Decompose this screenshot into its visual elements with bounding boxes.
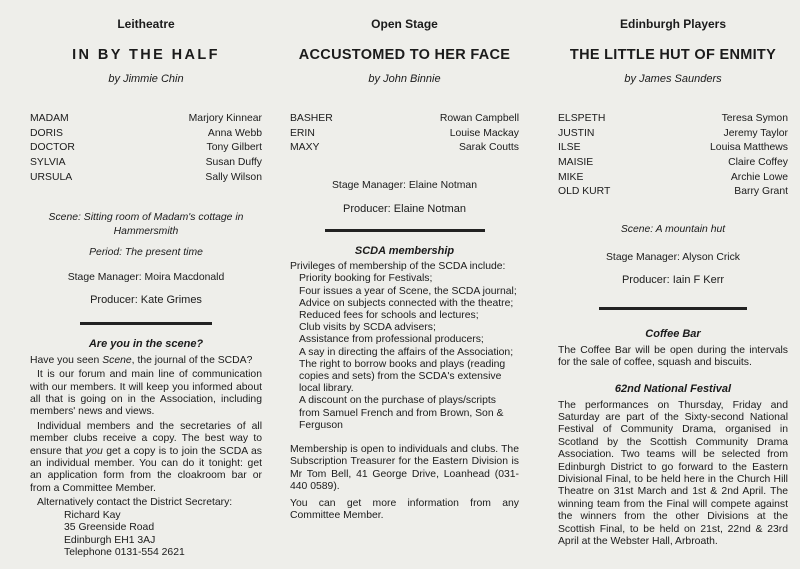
actor-name: Jeremy Taylor	[723, 127, 788, 139]
emphasis: you	[86, 445, 103, 457]
role-name: JUSTIN	[558, 127, 595, 139]
role-name: DOCTOR	[30, 142, 75, 154]
actor-name: Archie Lowe	[730, 171, 788, 183]
actor-name: Teresa Symon	[721, 112, 788, 124]
cast-list	[30, 112, 262, 186]
privileges-list	[290, 273, 519, 432]
list-item: Four issues a year of Scene, the SCDA journal;	[299, 285, 517, 297]
actor-name: Marjory Kinnear	[188, 112, 262, 124]
cast-list	[558, 112, 788, 200]
paragraph: It is our forum and main line of communication with our members. It will keep you informed about all that is going on in the Association, including members' news and views.	[30, 369, 262, 418]
play-title: ACCUSTOMED TO HER FACE	[298, 47, 511, 64]
company-name: Leitheatre	[117, 17, 175, 31]
cast-row	[558, 171, 788, 186]
role-name: DORIS	[30, 127, 63, 139]
cast-row	[290, 141, 519, 156]
address-line: Richard Kay	[64, 509, 121, 521]
list-item: A say in directing the affairs of the Association;	[299, 346, 514, 358]
more-info: You can get more information from any Committee Member.	[290, 497, 519, 522]
membership-paragraph: Membership is open to individuals and clubs. The Subscription Treasurer for the Eastern Division is Mr Tom Bell, 41 George Drive, Loanhead (031-440 0589).	[290, 443, 519, 493]
divider	[80, 322, 212, 325]
producer: Producer: Kate Grimes	[90, 294, 202, 307]
stage-manager: Stage Manager: Elaine Notman	[332, 180, 477, 192]
column-open-stage	[290, 0, 519, 569]
cast-list	[290, 112, 519, 156]
company-name: Open Stage	[371, 17, 438, 31]
cast-row	[290, 127, 519, 142]
coffee-text: The Coffee Bar will be open during the intervals for the sale of coffee, squash and biscuits.	[558, 344, 788, 368]
section-heading: Are you in the scene?	[88, 337, 204, 350]
cast-row	[558, 112, 788, 127]
actor-name: Rowan Campbell	[439, 112, 519, 124]
intro-line	[30, 355, 262, 367]
list-item: The right to borrow books and plays (reading copies and sets) from the SCDA's extensive local library.	[299, 358, 506, 395]
list-item: A discount on the purchase of plays/scripts from Samuel French and from Brown, Son & Ferguson	[299, 395, 504, 431]
cast-row	[558, 127, 788, 142]
period: Period: The present time	[89, 247, 203, 259]
role-name: SYLVIA	[30, 157, 66, 169]
cast-row	[558, 141, 788, 156]
cast-row	[558, 156, 788, 171]
role-name: OLD KURT	[558, 186, 611, 198]
section-heading: 62nd National Festival	[614, 383, 732, 396]
play-author: by James Saunders	[624, 72, 722, 85]
scene-line: Hammersmith	[113, 225, 179, 237]
role-name: ELSPETH	[558, 112, 606, 124]
play-title: IN BY THE HALF	[72, 47, 220, 64]
paragraph	[30, 421, 262, 495]
text-fragment: Have you seen	[30, 354, 103, 366]
stage-manager: Stage Manager: Moira Macdonald	[67, 271, 225, 283]
role-name: MAISIE	[558, 157, 594, 169]
cast-row	[290, 112, 519, 127]
role-name: MIKE	[558, 171, 584, 183]
divider	[325, 229, 485, 232]
play-author: by John Binnie	[368, 72, 441, 85]
cast-row	[30, 156, 262, 171]
scene-line: Scene: Sitting room of Madam's cottage in	[48, 212, 244, 224]
alt-contact: Alternatively contact the District Secretary:	[37, 497, 233, 509]
play-title: THE LITTLE HUT OF ENMITY	[569, 47, 777, 64]
stage-manager: Stage Manager: Alyson Crick	[606, 251, 740, 263]
producer: Producer: Iain F Kerr	[621, 274, 725, 287]
actor-name: Louisa Matthews	[710, 142, 788, 154]
address-line: Edinburgh EH1 3AJ	[64, 534, 156, 546]
actor-name: Susan Duffy	[205, 157, 262, 169]
privileges-intro: Privileges of membership of the SCDA include:	[290, 260, 506, 272]
list-item: Reduced fees for schools and lectures;	[299, 309, 479, 321]
actor-name: Louise Mackay	[449, 127, 519, 139]
producer: Producer: Elaine Notman	[343, 202, 466, 215]
cast-row	[30, 127, 262, 142]
section-heading: SCDA membership	[354, 244, 455, 257]
list-item: Club visits by SCDA advisers;	[299, 322, 436, 334]
play-author: by Jimmie Chin	[108, 72, 184, 85]
column-edinburgh-players	[558, 0, 788, 569]
role-name: MADAM	[30, 112, 69, 124]
role-name: BASHER	[290, 112, 333, 124]
text-fragment: get a copy is to join the SCDA as an individual member. You can do it tonight: get an application form from the cloakroom bar or from a Committee Member.	[30, 445, 262, 494]
actor-name: Claire Coffey	[728, 157, 788, 169]
actor-name: Sally Wilson	[205, 171, 262, 183]
cast-row	[30, 112, 262, 127]
cast-row	[30, 141, 262, 156]
list-item: Priority booking for Festivals;	[299, 273, 433, 285]
divider	[599, 307, 747, 310]
role-name: ERIN	[290, 127, 315, 139]
list-item: Assistance from professional producers;	[299, 334, 484, 346]
section-heading: Coffee Bar	[645, 328, 701, 341]
text-fragment: Individual members and the secretaries of all member clubs receive a copy. The best way to ensure that	[30, 420, 262, 457]
actor-name: Barry Grant	[734, 186, 788, 198]
address-line: Telephone 0131-554 2621	[64, 546, 185, 558]
list-item: Advice on subjects connected with the theatre;	[299, 297, 514, 309]
festival-text: The performances on Thursday, Friday and Saturday are part of the Sixty-second National Festival of Community Drama, organised in Scotland by the Scottish Community Drama Association. Two teams will be selected from Edinburgh District to go forward to the Eastern Divisional Final, to be held here in the Church Hill Theatre on 31st March and 1st & 2nd April. The winning team from the Final will compete against the winners from the other Divisions at the Scottish Final, to be held on 21st, 22nd & 23rd April at the Webster Hall, Arbroath.	[558, 399, 788, 547]
role-name: ILSE	[558, 142, 581, 154]
address-line: 35 Greenside Road	[64, 522, 155, 534]
cast-row	[30, 171, 262, 186]
cast-row	[558, 185, 788, 200]
journal-name: Scene	[102, 354, 132, 366]
role-name: MAXY	[290, 142, 320, 154]
role-name: URSULA	[30, 171, 73, 183]
actor-name: Sarak Coutts	[458, 142, 519, 154]
actor-name: Anna Webb	[207, 127, 262, 139]
text-fragment: , the journal of the SCDA?	[131, 354, 253, 366]
column-leitheatre	[30, 0, 262, 569]
actor-name: Tony Gilbert	[206, 142, 262, 154]
secretary-address	[30, 510, 262, 560]
scene-description: Scene: A mountain hut	[620, 224, 726, 236]
company-name: Edinburgh Players	[619, 17, 727, 31]
scene-description	[30, 211, 262, 238]
